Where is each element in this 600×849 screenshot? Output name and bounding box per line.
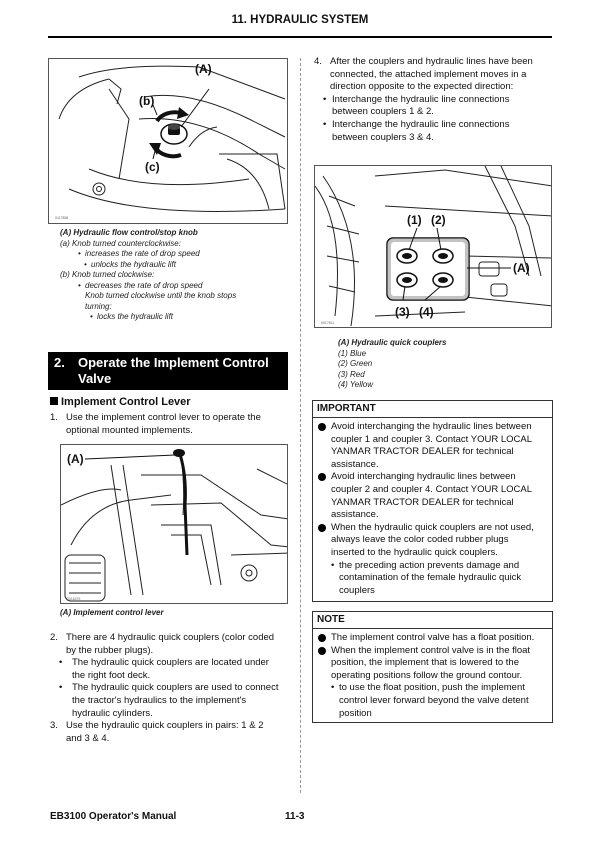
figure3-label-a: (A) (513, 261, 530, 275)
bullet-dot-icon: • (90, 312, 93, 321)
bullet-dot-icon: • (323, 118, 327, 130)
figure3-id: 0017811 (321, 321, 335, 325)
figure3-label-4: (4) (419, 305, 434, 319)
caption1-title: (A) Hydraulic flow control/stop knob (60, 228, 198, 237)
figure1-label-c: (c) (145, 160, 160, 174)
note-box: NOTE The implement control valve has a float position. When the implement control valve is in the float position, the implement that is lowered to the operating positions follow the ground contour. • to use the float position, push the implement control lever forward beyond the valve detent position (312, 611, 553, 723)
left-list-2: 2. There are 4 hydraulic quick couplers (color coded by the rubber plugs). • The hydraulic quick couplers are located under the right foot deck. • The hydraulic quick couplers are used to connect the tractor's hydraulics to the implement's hydraulic cylinders. 3. Use the hydraulic quick couplers in pairs: 1 & 2 and 3 & 4. (50, 632, 279, 744)
figure-implement-control-lever (60, 444, 288, 604)
bullet-dot-icon: • (78, 249, 81, 258)
bullet-dot-icon: • (59, 682, 63, 694)
knob-icon (161, 124, 187, 144)
bullet-dot-icon: • (59, 657, 63, 669)
figure2-label-a: (A) (67, 452, 84, 466)
caption-flow-control: (A) Hydraulic flow control/stop knob (a) Knob turned counterclockwise: • increases the rate of drop speed • unlocks the hydraulic lift (b) Knob turned clockwise: • decreases the rate of drop speed Knob turned clockwise until the knob stops turning: • locks the hydraulic lift (60, 228, 295, 323)
caption-quick-couplers: (A) Hydraulic quick couplers (1) Blue (2) Green (3) Red (4) Yellow (338, 338, 447, 389)
note-heading: NOTE (313, 612, 552, 629)
footer-page-number: 11-3 (285, 811, 305, 822)
important-box: IMPORTANT Avoid interchanging the hydraulic lines between coupler 1 and coupler 3. Contact YOUR LOCAL YANMAR TRACTOR DEALER for technical assistance. Avoid interchanging hydraulic lines between coupler 2 and coupler 4. Contact YOUR LOCAL YANMAR TRACTOR DEALER for technical assistance. When the hydraulic quick couplers are not used, always leave the color coded rubber plugs inserted to the hydraulic quick couplers. • the preceding action prevents damage and contamination of the female hydraulic quick couplers (312, 400, 553, 602)
figure1-label-b: (b) (139, 94, 155, 108)
caption1-b: (b) Knob turned clockwise: (60, 270, 155, 279)
caption1-a: (a) Knob turned counterclockwise: (60, 238, 181, 248)
black-square-icon (50, 397, 58, 405)
header-rule (48, 36, 552, 38)
bullet-dot-icon (318, 423, 326, 431)
bullet-dot-icon: • (78, 280, 81, 290)
column-divider (300, 58, 301, 793)
section-banner: 2. Operate the Implement Control Valve (48, 352, 288, 390)
figure3-label-2: (2) (431, 213, 446, 227)
bullet-dot-icon: • (331, 559, 335, 571)
bullet-dot-icon (318, 473, 326, 481)
bullet-dot-icon: • (331, 682, 335, 694)
figure1-label-a: (A) (195, 62, 212, 76)
figure-hydraulic-quick-couplers (314, 165, 552, 328)
bullet-dot-icon (318, 634, 326, 642)
bullet-dot-icon: • (84, 259, 87, 269)
figure3-label-1: (1) (407, 213, 422, 227)
important-heading: IMPORTANT (313, 401, 552, 418)
caption-implement-control-lever: (A) Implement control lever (60, 608, 164, 617)
footer-manual-title: EB3100 Operator's Manual (50, 811, 177, 822)
figure-flow-control-knob (48, 58, 288, 224)
right-list: 4. After the couplers and hydraulic lines have been connected, the attached implement moves in a direction opposite to the expected direction: • Interchange the hydraulic line connections between couplers 1 & 2. • Interchange the hydraulic line connections between couplers 3 & 4. (314, 56, 533, 143)
bullet-dot-icon (318, 647, 326, 655)
bullet-dot-icon (318, 524, 326, 532)
figure2-id: 0011879 (67, 597, 81, 601)
subheading-implement-control-lever: Implement Control Lever (50, 396, 191, 408)
left-list-1: 1. Use the implement control lever to operate the optional mounted implements. (50, 412, 261, 436)
figure3-label-3: (3) (395, 305, 410, 319)
page-header-title: 11. HYDRAULIC SYSTEM (231, 14, 369, 26)
figure1-id: 0117856 (55, 216, 69, 220)
bullet-dot-icon: • (323, 93, 327, 105)
